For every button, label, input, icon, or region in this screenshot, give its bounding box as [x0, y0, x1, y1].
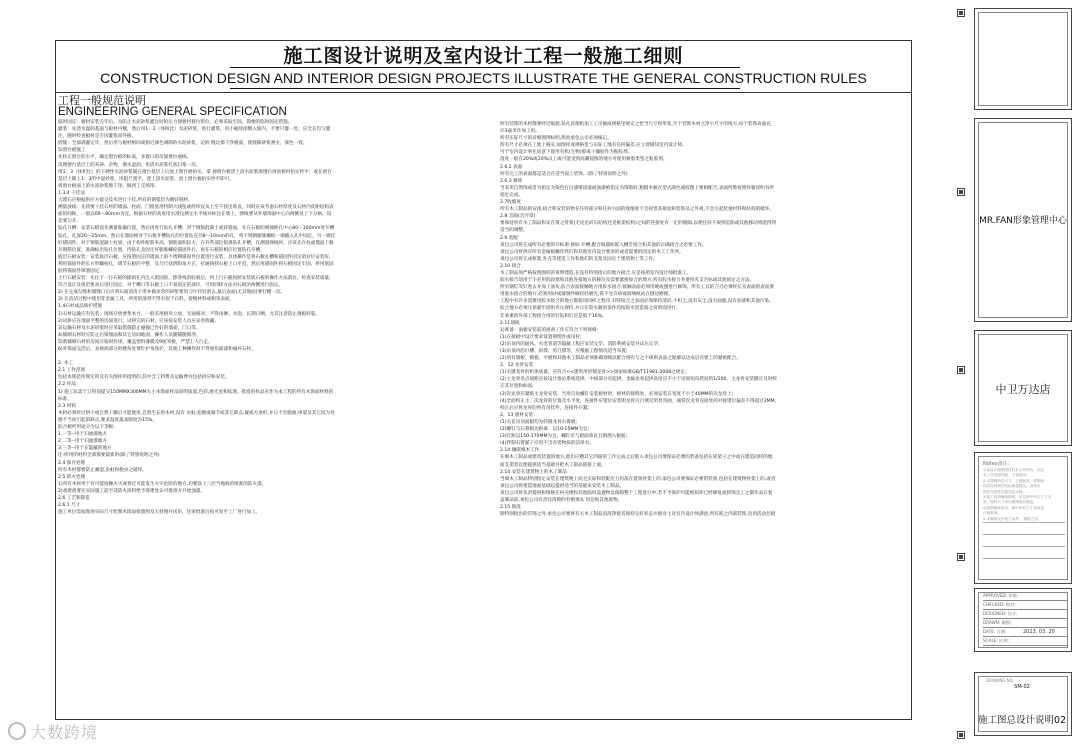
section-subtitle: ENGINEERING GENERAL SPECIFICATION: [58, 106, 287, 118]
section-title: 工程一般规范说明: [58, 94, 146, 107]
spec-line: 1)石材运输应有包装，现场存放要垫木方，一般采用板块立放，光面相对，不得雨淋、水泡、长期日晒，尤其注意防止薄板碎裂。: [58, 311, 320, 317]
spec-line: 2.6.1 尺寸: [58, 503, 81, 509]
spec-line: (3)次龙骨应紧贴主龙骨安装。当用自攻螺钉安装板材时，板材的接缝处，必须安装在宽度不小于40MM的次龙骨上;: [500, 391, 734, 397]
spec-line: 3) 在清洁过程中使用非金属工具，所用的溶剂不得有损于石料，接缝材料或相邻表面。: [58, 297, 235, 303]
page-subtitle: CONSTRUCTION DESIGN AND INTERIOR DESIGN PROJECTS ILLUSTRATE THE GENERAL CONSTRUCTION RULES: [100, 70, 867, 86]
spec-line: 承包公司将供应所有金属板螺丝铁钉和其他室内设计要求的或者需要的固定的木工工作所。: [500, 249, 684, 255]
notes-divider: [983, 558, 1065, 559]
spec-line: 2.5 防火处理: [58, 474, 86, 480]
spec-line: 上行石板安装：先往下一行石板的插销孔内注入嵌固胶，擦净残余胶液后，将上行石板按照安装底石板的操作方法就位。检查安装质量，: [58, 276, 334, 282]
spec-line: 胶合地方必须压预紧牢固用夹压保持,并日在胶水凝固条件均按胶水创造商之说明而进行。: [500, 306, 681, 312]
spec-line: 2.3 材料: [58, 403, 76, 409]
spec-line: [58, 353, 490, 360]
title-block-logo-panel: [974, 8, 1072, 110]
spec-left-column: [58, 119, 490, 516]
signature-label: APPROVED: 审批:: [983, 593, 1019, 598]
spec-line: 底层石板安装：安装底层石板，应按照固定的墙面上的不锈钢锚固件位置进行安装，具体操作是将石板孔槽和锚固件固定销对位安装好，: [58, 254, 334, 260]
drawing-code: SM-02: [1014, 684, 1030, 690]
spec-line: 2.9 装配: [500, 235, 518, 241]
spec-line: (3)钉距以150-170MM为宜，螺钉应与板面垂直且钢埋入板面;: [500, 434, 628, 440]
signature-row: [983, 638, 1069, 644]
note-line: 2.本图纸所注尺寸，工程师及、建筑师: [983, 478, 1044, 483]
spec-line: 1.4石材成品保护措施: [58, 304, 103, 310]
note-line: 本公司书面同意，不得复印。: [983, 473, 1030, 478]
notes-divider: [983, 546, 1065, 547]
title-block-project-panel: [974, 330, 1072, 446]
note-line: 5.本图纸仅作施工参考。 图纸之用。: [983, 516, 1042, 521]
note-line: 3.施工前请确保图纸，应以图中所注尺寸为: [983, 495, 1052, 500]
spec-line: 3.三等--用于在隐蔽的地方: [58, 446, 112, 452]
spec-line: 2.8 音隔(音弄章): [500, 214, 536, 220]
spec-line: (4)拌制石膏腻子应用不含有害物质的洁净水。: [500, 441, 594, 447]
spec-line: (3)吊顶内的灯槽、斜撑、剪刀撑等，应根据工程情况适当布置;: [500, 349, 628, 354]
spec-line: 胶将锚固件填塞固定。: [58, 268, 104, 274]
spec-line: 2.14 安装在建筑物上的木工制品: [500, 469, 567, 475]
spec-line: 2.6.2 表面: [500, 164, 523, 170]
spec-line: (2)所有墙板、模板、平板和其他木工制品必须准确划线以配合现有与之不规则表面之轮廓以达成启有建上的紧密配合。: [500, 356, 741, 362]
signature-rule: [983, 600, 1067, 601]
spec-line: 胶合板所用途分为以下等级:: [58, 425, 115, 431]
title-block-company-panel: [974, 118, 1072, 322]
spec-line: 钻孔，孔深20～25mm，然后在墙面相对于石板开槽钻孔的位置钻直径8～10mm的孔，将不锈钢膨胀螺栓一端插入孔中固定，另一端挂: [58, 233, 336, 239]
signature-row: [983, 611, 1069, 617]
spec-line: 清理窗台基层上的灰砂、杂物，洒水湿润，用清水泥浆打底扫浆一次。: [58, 162, 201, 168]
spec-line: 所有完工的表面都是适合在适当面上装饰。(除了特别说明之外): [500, 171, 628, 177]
project-name: 中卫万达店: [995, 383, 1051, 396]
signature-row: [983, 602, 1069, 608]
drawing-title: 施工图总设计说明02: [977, 715, 1067, 726]
spec-line: 临时固定：板材安装完毕后，为防止水泥砂浆灌注时的压力使板材移位错位，必须采取牢固，简便的临时固定措施。: [58, 120, 293, 125]
spec-line: (1)关花吊顶面板均为轻钢龙骨石膏板;: [500, 419, 577, 425]
notes-divider: [983, 534, 1065, 535]
spec-line: 2、13 板材安装:: [500, 412, 535, 418]
spec-line: 1.3.4 干挂法: [58, 190, 85, 196]
frame-pin-marker: [957, 188, 965, 196]
watermark: [8, 720, 98, 743]
spec-line: 2.1 工作范围: [58, 368, 86, 374]
spec-line: 当细木工制品特别指定安装在建筑物上而且实际和装配应力均落在建筑骨架上的,承包公司要保证必要的装备,包括在建筑物骨架上的,或者: [500, 476, 776, 482]
note-line: 现任何误差须通知设计师。: [983, 489, 1027, 494]
drawing-no-label: DRAWING NO.: [986, 678, 1014, 683]
spec-line: 将窗台板面上的水泥砂浆擦干净，做到工完场净。: [58, 183, 160, 189]
spec-line: 2) 在完成勾缝和墙缝口后应将石面清洗干净并做多余的砂浆要用刀片轻轻刮去,最后表面(无其他面)要打蜡一次。: [58, 290, 286, 296]
spec-line: (1)关键龙骨的机体质量，应符合<<建筑用轻钢龙骨>>国家标准GB/T11981-2008之规定;: [500, 370, 687, 376]
signature-rule: [983, 627, 1067, 628]
spec-line: 湿度一般在20%或20%以上或可能受到高潮侵蚀的地方可使用树脂类型之粘胶剂。: [500, 157, 668, 163]
spec-line: 胶水接合适用于不必用阶段墙和其他连接地方的移位及需要紧密接合的地方,所有胶水接合务要用夹支舌标或其他固定之方法。: [500, 278, 755, 284]
spec-line: 差要匀开。: [58, 219, 81, 225]
spec-line: 2.7收缩度: [500, 200, 522, 206]
spec-line: 先校正窗台的水平，确定窗台板的标高，多窗口的房间要拉通线。: [58, 155, 192, 161]
spec-line: 2. 木工: [58, 361, 74, 367]
signature-rule: [983, 618, 1067, 619]
spec-line: 2、12 龙骨安装: [500, 363, 534, 369]
spec-line: 所有尺寸必须在工地上核实,如图样或规格里与实际工地有任何偏差,应立即通知室内设计师。: [500, 143, 687, 149]
spec-line: 钻孔开槽：安装石板前先测量准确位置，然后再进行钻孔开槽，对于钢筋混凝土或砖墙面，先在石板的两端距孔中心80～100mm处开槽: [58, 226, 335, 232]
spec-line: 2.二等--用于扫油漆地方: [58, 439, 108, 445]
spec-line: 校正后应将龙骨的所有吊挂件，连接件拧紧;: [500, 405, 589, 411]
signature-label: CHECKED: 校对:: [983, 602, 1016, 607]
notes-text: [983, 468, 1065, 522]
spec-line: 要保持所有木工制品和安在资之骨架(无论是砖石结构还是框架结构)之间的连接处有一定的缝隙,以便任何不规则沉陷或其他移动将能得到: [500, 221, 777, 227]
signature-row: [983, 593, 1069, 599]
company-name: MR.FAN形象管理中心: [979, 216, 1067, 226]
spec-line: 好锚固件。对于钢筋混凝土柱梁，由于构件配筋率高，钢筋面积较大，在有些部位很难钻孔开槽，在测量弹线时，应该先在柱或墙面上躲: [58, 240, 334, 246]
spec-line: 所有木材都要防止潮湿,虫蛀和使虫之破坏。: [58, 467, 147, 473]
notes-title: Notes备注:: [983, 461, 1010, 467]
frame-pin-marker: [957, 9, 965, 17]
spec-line: (4)全面校正主、次龙骨的位置及水平度，连接件应错位安装明龙骨应目测无明显弯曲，通常次龙骨连接处的对接错位偏差不得超过2MM。: [500, 398, 780, 404]
subtitle-underline: [230, 88, 740, 89]
spec-line: 所有木工制品的安排,接合和安装的物在任何部分和任何方面的收缩度不会损害其接度和装饰品之外观,不会引起松弛材料和结构的破坏。: [500, 207, 774, 213]
spec-line: 4)铺砌石材时应防止污染墙面和其它房间地面，操作人员随铺随擦净。: [58, 332, 201, 338]
title-underline: [230, 67, 740, 68]
note-line: 计师查询。: [983, 511, 1001, 516]
spec-line: 除特别指出的符饰之外,承包公司要将有关木工制品清洗净使其保持完好状态并使业主及室内设计师满意,所有耗之内部装饰,包括活动层板: [500, 512, 776, 518]
note-line: 准，图样尺寸请向图纸相应测量。: [983, 500, 1037, 505]
frame-pin-marker: [957, 731, 965, 739]
spec-line: 1.一等--用于扫油漆地方: [58, 432, 108, 438]
signature-rule: [983, 636, 1067, 637]
spec-line: 5)新铺砌石材的房间应临时封闭，覆盖塑料薄膜及9厘米板，严禁上人行走。: [58, 339, 213, 345]
signature-label: DRAWN: 制图:: [983, 620, 1012, 625]
spec-line: 正其位置和标高;: [500, 384, 534, 390]
signature-row: [983, 620, 1069, 626]
spec-line: 木工制品须严格按照图样的说明建造,在没有特别指示的地方接合,应是按照室内设计师批准工。: [500, 270, 692, 276]
spec-line: 在细木工制品或建筑装置的地方,他们应精其它四面的工作完成之后嵌入承包公司要保证必要的装备包括在屋架子之中或在建造同样的地: [500, 455, 773, 461]
spec-line: 6)外饰面完活后，易被损部分的楼角处要钉护角保护，其他工种操作时不得划伤面漆和碰坏石材。: [58, 347, 256, 352]
spec-line: (2)吊顶内的通风、水电管道等隐蔽工程应安装完毕，消防系统安装并试压完毕;: [500, 341, 660, 347]
spec-line: (1)在接板中设计要求设置钢埋件或吊杆;: [500, 334, 582, 340]
note-line: 均须在现场作实际测量核实，发现出: [983, 484, 1041, 489]
spec-line: 2.10 接合: [500, 263, 521, 269]
spec-line: 指定完成。: [500, 192, 523, 198]
spec-right-column: [500, 121, 908, 518]
spec-line: 1)所有木材用于有可能接触火灾或将近可能发生火灾危险的地方,均要涂上三层当地政府批准的防火漆。: [58, 481, 267, 487]
signature-row: [983, 629, 1069, 635]
spec-line: 灌浆：先浇水湿润基面与板材内侧，然后用1：2（体积比）水泥砂浆，进行灌浆，用小桶徐徐倒入缝内，不要只灌一处，应全长均匀灌: [58, 127, 331, 133]
spec-line: 基层上铺上1：3的中湿砂浆，用阻尺刮平，浇上清水泥浆，放上窗台板拍实抄平即可。: [58, 176, 234, 182]
spec-line: 1) 施工队需于订料前提交150MMX300MM大小木饰面样品说明质量,色彩,磨光度和纹理。批准的样品应作为本工程的所有木饰面材料的: [58, 389, 334, 395]
signature-value: 2023. 03. 20: [1023, 629, 1055, 635]
frame-pin-marker: [957, 553, 965, 561]
spec-line: 施工单位需按现场实际尺寸绘制木饰面排版图及大样图并送审，送审批准后按可发至工厂进行加工。: [58, 510, 261, 516]
spec-line: 适当的调整。: [500, 228, 528, 234]
spec-line: 当采用自然饰或者为指定为染色打白漆喷清漆或油漆被指定为饰饰时,粗糙木板在型式颜色或纹理上要相配合,表面所饰按照样板说明书所: [500, 185, 774, 191]
signature-rule: [983, 609, 1067, 610]
spec-line: 面支架者以便提供适当基础并把木工制品嵌接上面。: [500, 462, 606, 468]
spec-line: 非承重的外部工程接合用的钉钻和钉应是低于16%。: [500, 313, 607, 319]
signature-rule: [983, 645, 1067, 646]
spec-line: 注:所用的材料全部都要最新的(除了特别说明之外): [58, 453, 160, 459]
page-title: 施工图设计说明及室内设计工程一般施工细则: [283, 45, 684, 67]
spec-line: 5)窗台板施工: [58, 148, 86, 154]
spec-line: 承包公司将负责提供和维修任何壳楼和其他临时盖置物以保障整个工程进行中,若不予保护可能被损坏已经修复或将饰完工之制作品在复: [500, 490, 773, 496]
spec-line: 用胶水接合的地方,必须用砂或玻璃纱砸轻轻磨光,铣不允许砂或玻璃纸站在刨边磨擦。: [500, 292, 673, 298]
spec-line: 2)试拼应在地面平整的房间进行，试拼完的石材，应该按安装人员应妥善收藏。: [58, 318, 219, 324]
spec-line: 开钢筋位置，准确标出钻孔位置，待钻孔及固定好膨胀螺栓锚固件后，再在石板的相应位置钻孔开槽。: [58, 247, 265, 253]
spec-line: 大理石应根据供应方提交技术进行干挂,所有的钢架均为镀锌钢材。: [58, 198, 193, 204]
spec-line: 嵌缝：全部满灌完毕，然后用与板材相同或相近颜色调制的水泥砂浆，边嵌 缝边擦干净板面，使缝隙砂浆密实，颜色一致。: [58, 141, 308, 147]
spec-line: 2.4 保存处理: [58, 460, 86, 466]
spec-line: 2.14 镶嵌细木工作: [500, 448, 540, 454]
spec-line: 面的间距，一般以60～80mm为宜。根据石材的高度用水准仪测定水平线并标注在墙上，弹线要从外墙饰面中心向两侧及上下分格。误: [58, 212, 332, 218]
spec-line: 工程中有许多需要用胶水接合的地方都使用同样之程序,有特接合之表面必须保持清洁,不积尘,没有灰尘,没有油脂,没有油迹和其他污染。: [500, 299, 774, 305]
spec-line: 许3毫米作加工用。: [500, 129, 540, 135]
signature-label: DATE: 日期:: [983, 629, 1007, 634]
spec-line: (2)螺钉与石膏板边距离：以10-15MM为宜;: [500, 427, 590, 433]
header-divider: [55, 92, 912, 93]
spec-line: 包括本规范所规定的及有关图样所指明的,其中含工料费及运输费并包括供应和安装。: [58, 375, 230, 381]
spec-line: 承包公司将建造地面基础以提供适当的基础来安装木工制品。: [500, 483, 625, 489]
watermark-text: 大数跨境: [30, 723, 99, 742]
spec-line: 3)运输石材及水泥砂浆时应采取措施防止碰撞已作好的墙面，门口等。: [58, 325, 201, 331]
spec-line: 用1：3（体积比）的干硬性水泥砂浆铺在窗台基层上后放上窗台板拍实，拿 掉窗台板浇上清水泥浆渗透后再放板材拍实抄平；或在窗台: [58, 169, 332, 175]
spec-line: 承包公司将完成框架,外壳等建造工作和他们的支架及固定于建筑物上等工作。: [500, 256, 658, 262]
spec-line: 所有装饰的木材都要经过锯旋,钻孔其他机加工工序做成规格里规定之恰当尺寸和形状,至于装饰木材之净小尺寸的地方,每个装饰表面充: [500, 122, 771, 127]
spec-line: 2)承建商要在实际施工前至适防火涂料给予筹建处认可批准方开始油漆。: [58, 488, 206, 494]
spec-line: 可于室内设计事先同意下使用有机(生物)胶或干燥胶作为粘胶剂。: [500, 150, 633, 156]
spec-line: 理不当而引起的缺点,要求湿度最高限度为15%。: [58, 417, 157, 423]
spec-line: 注，随时检查板材是否因灌浆而外移。: [58, 134, 137, 140]
note-line: 4.图纸修改前务，图中所有尺寸须向设: [983, 505, 1044, 510]
spec-line: 2.6 工艺和制造: [58, 495, 90, 501]
notes-divider: [983, 522, 1065, 523]
spec-line: 符合设计及规范要求后进行固定。对于槽口等石板上口不易固定的部位，可用同样方法对石板的两侧进行固定。: [58, 283, 284, 289]
spec-line: 2.2 样品: [58, 382, 76, 388]
signature-label: SCALE: 比例:: [983, 638, 1009, 643]
spec-line: 1)准备：面板安装前的准备工作应符合下列规格:: [500, 327, 599, 333]
spec-line: 所有钢钉等钉进去并加上油灰,胶合表面接触地方用胶水接合,接触表面必须用硬或刨进行修饰。所有工具的刀刃必须经长夹表面的表面要: [500, 285, 774, 291]
watermark-logo-icon: [8, 722, 26, 740]
spec-line: 2.15 擦洗: [500, 505, 521, 511]
spec-line: (2)主龙骨吊点间距应按设计推论系统选择，中间部分应起拱，金属龙骨起拱高度应不小于房间短向跨度的1/200，主龙骨安装膜应及时校: [500, 377, 778, 383]
spec-line: 承包公司将完成所有必要的开标册 接标 开槽,配合做器标嵌入槽舌接合和其他的正确接合之必要工作。: [500, 242, 707, 248]
note-line: 1.本设计图纸版权归本公司所有，未经: [983, 468, 1044, 472]
spec-line: 测量放线：先将要干挂石材的墙面、柱面、门窗套用特制大线坠或经纬仪从上至下找出垂直。同时应该考虑石材厚度及石材内皮距结构表: [58, 205, 334, 211]
spec-line: 利用锚固件的长方形螺栓孔，调节石板的平整，及乃尺找阴阳角方正，拉通线找石板上口平直，然后用锚固件将石板固定牢固，将用嵌固: [58, 261, 334, 267]
spec-line: 标准。: [58, 396, 72, 402]
spec-line: 木材必须经过烘干或自然干燥后才能使用,自然生长的木材,没有 虫蛀,松散或腐节或其它缺点,疑或方条形,并日不会脱曲,車裂及其它因为处: [58, 410, 335, 416]
spec-line: 盖制品前,承包公司有责任清除的有刨须头 切边和其他废物。: [500, 497, 623, 503]
spec-line: 2.6.3 修饰: [500, 178, 523, 184]
frame-pin-marker: [957, 366, 965, 374]
spec-line: 2.11划线: [500, 320, 520, 326]
spec-line: 所有实际尺寸的详细图则标明,然而承包公司必须核记。: [500, 136, 612, 142]
signature-label: DESIGNED: 设计:: [983, 611, 1018, 616]
